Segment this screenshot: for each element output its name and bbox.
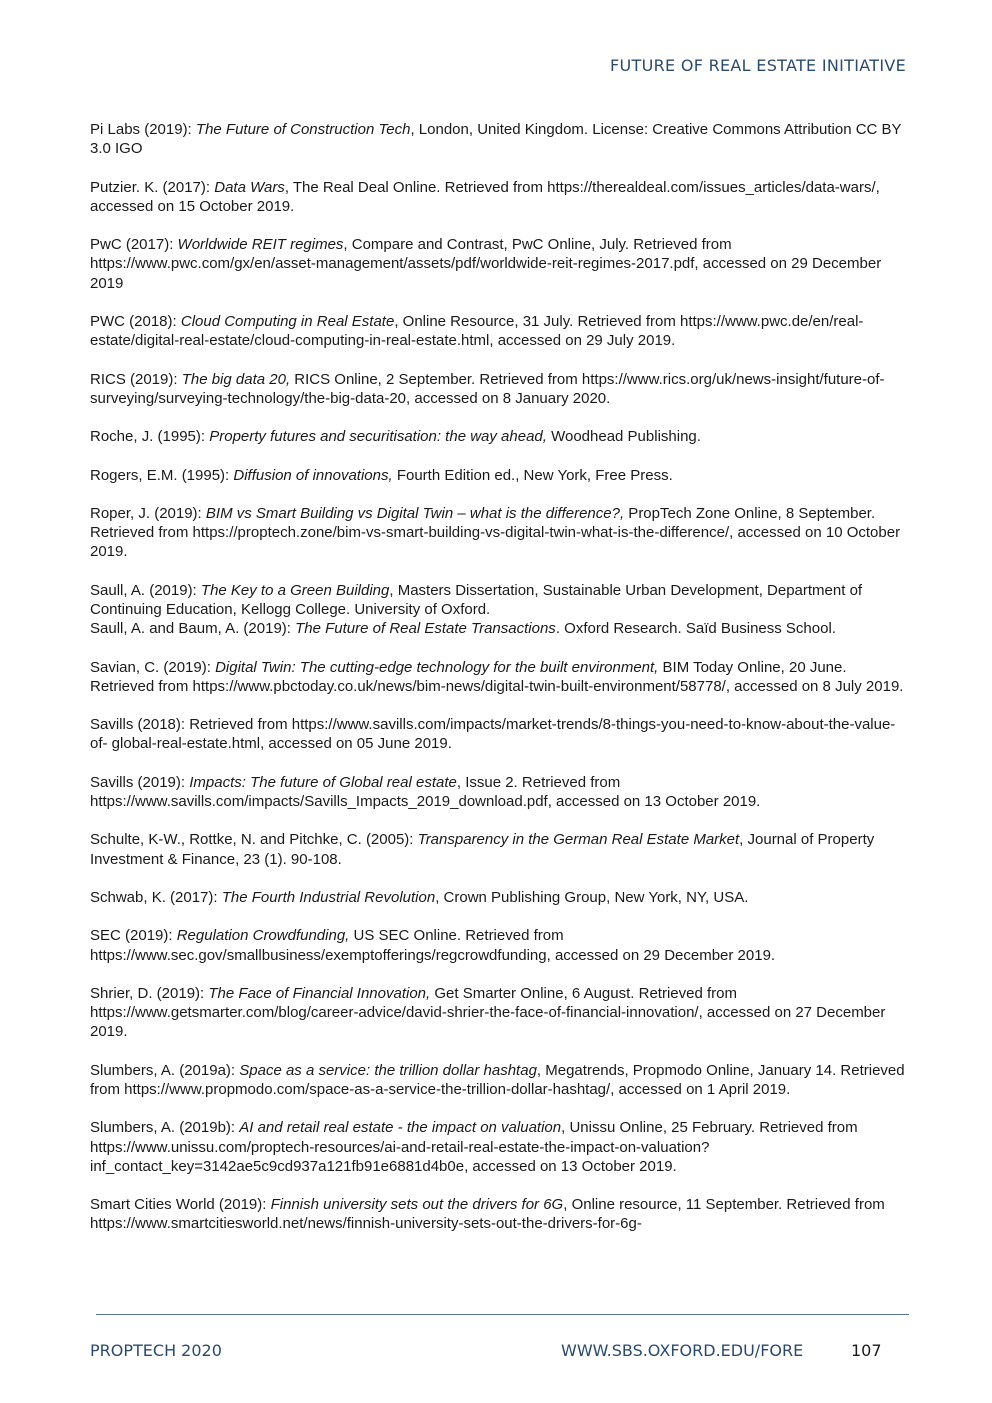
reference-entry: Shrier, D. (2019): The Face of Financial Innovation, Get Smarter Online, 6 August. Retrieved from https://www.getsmarter.com/blog/career-advice/david-shrier-the-face-of-financial-innovation/, accessed on 27 December 2019.	[90, 984, 886, 1041]
reference-entry: Rogers, E.M. (1995): Diffusion of innovations, Fourth Edition ed., New York, Free Press.	[90, 466, 673, 484]
reference-entry: Saull, A. (2019): The Key to a Green Building, Masters Dissertation, Sustainable Urban Development, Department of Continuing Education, Kellogg College. University of Oxford.	[90, 581, 863, 618]
reference-entry: Savills (2019): Impacts: The future of Global real estate, Issue 2. Retrieved from https://www.savills.com/impacts/Savills_Impacts_2019_download.pdf, accessed on 13 October 2019.	[90, 773, 761, 810]
reference-entry: Schulte, K-W., Rottke, N. and Pitchke, C. (2005): Transparency in the German Real Estate Market, Journal of Property Investment & Finance, 23 (1). 90-108.	[90, 831, 875, 868]
footer-publication-title: PROPTECH 2020	[90, 1341, 222, 1360]
reference-entry: Roche, J. (1995): Property futures and securitisation: the way ahead, Woodhead Publishing.	[90, 428, 701, 446]
reference-entry: Schwab, K. (2017): The Fourth Industrial Revolution, Crown Publishing Group, New York, NY, USA.	[90, 888, 749, 906]
reference-entry: Savills (2018): Retrieved from https://www.savills.com/impacts/market-trends/8-things-you-need-to-know-about-the-value-of- global-real-estate.html, accessed on 05 June 2019.	[90, 716, 896, 753]
reference-entry: Pi Labs (2019): The Future of Construction Tech, London, United Kingdom. License: Creative Commons Attribution CC BY 3.0 IGO	[90, 121, 902, 158]
page-number: 107	[851, 1341, 882, 1360]
reference-entry: Slumbers, A. (2019b): AI and retail real estate - the impact on valuation, Unissu Online, 25 February. Retrieved from https://www.unissu.com/proptech-resources/ai-and-retail-real-estate-the-impact-on-valuation?inf_contact_key=3142ae5c9cd937a121fb91e6881d4b0e, accessed on 13 October 2019.	[90, 1119, 858, 1175]
running-header: FUTURE OF REAL ESTATE INITIATIVE	[610, 56, 906, 75]
reference-entry: PwC (2017): Worldwide REIT regimes, Compare and Contrast, PwC Online, July. Retrieved from https://www.pwc.com/gx/en/asset-management/assets/pdf/worldwide-reit-regimes-2017.pdf, accessed on 29 December 2019	[90, 236, 882, 292]
reference-entry: SEC (2019): Regulation Crowdfunding, US SEC Online. Retrieved from https://www.sec.gov/smallbusiness/exemptofferings/regcrowdfunding, accessed on 29 December 2019.	[90, 927, 776, 964]
reference-entry: Roper, J. (2019): BIM vs Smart Building vs Digital Twin – what is the difference?, PropTech Zone Online, 8 September. Retrieved from https://proptech.zone/bim-vs-smart-building-vs-digital-twin-what-is-the-difference/, accessed on 10 October 2019.	[90, 504, 901, 561]
reference-list	[90, 120, 906, 1234]
footer-website: WWW.SBS.OXFORD.EDU/FORE	[561, 1341, 804, 1360]
reference-entry: Savian, C. (2019): Digital Twin: The cutting-edge technology for the built environment, BIM Today Online, 20 June. Retrieved from https://www.pbctoday.co.uk/news/bim-news/digital-twin-built-environment/58778/, accessed on 8 July 2019.	[90, 658, 904, 695]
reference-entry: PWC (2018): Cloud Computing in Real Estate, Online Resource, 31 July. Retrieved from https://www.pwc.de/en/real-estate/digital-real-estate/cloud-computing-in-real-estate.html, accessed on 29 July 2019.	[90, 312, 864, 350]
reference-entry: RICS (2019): The big data 20, RICS Online, 2 September. Retrieved from https://www.rics.org/uk/news-insight/future-of-surveying/surveying-technology/the-big-data-20, accessed on 8 January 2020.	[90, 370, 885, 407]
reference-entry: Slumbers, A. (2019a): Space as a service: the trillion dollar hashtag, Megatrends, Propmodo Online, January 14. Retrieved from https://www.propmodo.com/space-as-a-service-the-trillion-dollar-hashtag/, accessed on 1 April 2019.	[90, 1061, 905, 1098]
reference-entry: Smart Cities World (2019): Finnish university sets out the drivers for 6G, Online resource, 11 September. Retrieved from https://www.smartcitiesworld.net/news/finnish-university-sets-out-the-drivers-for-6g-	[90, 1196, 885, 1233]
reference-entry: Putzier. K. (2017): Data Wars, The Real Deal Online. Retrieved from https://therealdeal.com/issues_articles/data-wars/, accessed on 15 October 2019.	[90, 178, 880, 215]
reference-entry: Saull, A. and Baum, A. (2019): The Future of Real Estate Transactions. Oxford Research. Saïd Business School.	[90, 620, 836, 638]
footer-divider	[96, 1314, 909, 1315]
